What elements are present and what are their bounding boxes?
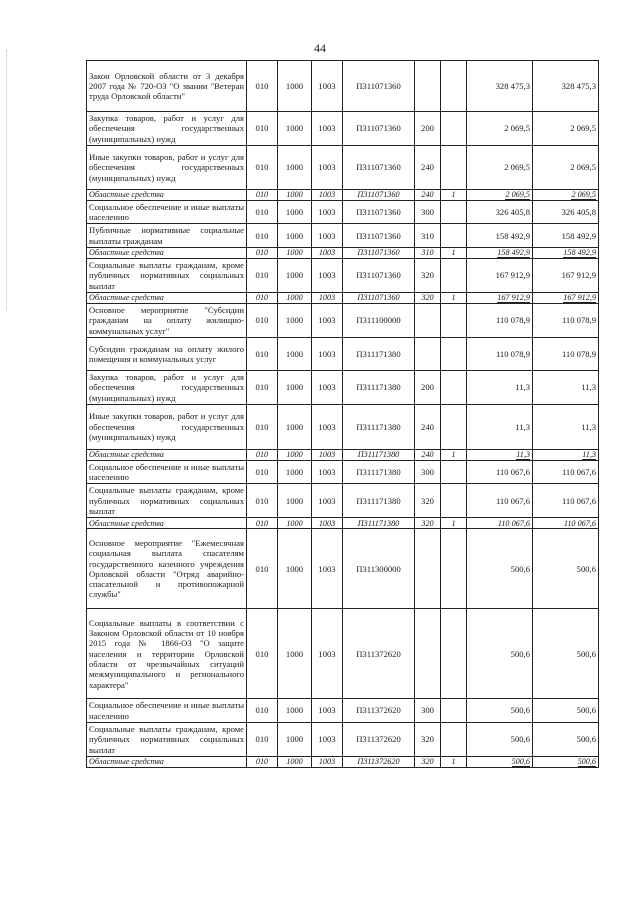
table-row: [87, 200, 599, 224]
amount-year-2: 326 405,8: [533, 200, 599, 224]
subsection-code: 1003: [312, 370, 343, 404]
table-row: [87, 61, 599, 112]
funding-source-code: 1: [441, 292, 467, 303]
row-description: Социальные выплаты гражданам, кроме публичных нормативных социальных выплат: [87, 722, 247, 756]
expense-type-code: 200: [415, 370, 441, 404]
funding-source-code: [441, 404, 467, 449]
expense-type-code: [415, 529, 441, 609]
table-row: [87, 609, 599, 699]
section-code: 1000: [278, 404, 312, 449]
subsection-code: 1003: [312, 303, 343, 337]
target-article-code: П311071360: [343, 248, 415, 259]
amount-year-2: [533, 756, 599, 767]
expense-type-code: 310: [415, 224, 441, 248]
expense-type-code: 240: [415, 145, 441, 189]
ministry-code: 010: [247, 200, 278, 224]
row-description: Иные закупки товаров, работ и услуг для обеспечения государственных (муниципальных) нужд: [87, 145, 247, 189]
amount-year-2: 500,6: [533, 699, 599, 723]
table-row: [87, 404, 599, 449]
ministry-code: 010: [247, 259, 278, 293]
ministry-code: 010: [247, 189, 278, 200]
row-description: Социальные выплаты гражданам, кроме публичных нормативных социальных выплат: [87, 259, 247, 293]
amount-year-1: 11,3: [467, 370, 533, 404]
amount-year-2: 11,3: [533, 404, 599, 449]
amount-year-2: 500,6: [533, 722, 599, 756]
table-row: [87, 224, 599, 248]
amount-year-2: 110 078,9: [533, 303, 599, 337]
expense-type-code: 240: [415, 449, 441, 460]
subsection-code: 1003: [312, 337, 343, 370]
amount-year-1: [467, 518, 533, 529]
amount-year-2: 158 492,9: [533, 224, 599, 248]
ministry-code: 010: [247, 699, 278, 723]
table-row: [87, 699, 599, 723]
expense-type-code: 320: [415, 292, 441, 303]
ministry-code: 010: [247, 484, 278, 518]
amount-year-2: 328 475,3: [533, 61, 599, 112]
subsection-code: 1003: [312, 518, 343, 529]
row-description: Закон Орловской области от 3 декабря 2007 года № 720-ОЗ "О звании "Ветеран труда Орловской области": [87, 61, 247, 112]
expense-type-code: 320: [415, 722, 441, 756]
subsection-code: 1003: [312, 529, 343, 609]
amount-year-2-value: 110 067,6: [563, 518, 596, 528]
row-description: Областные средства: [87, 248, 247, 259]
funding-source-code: 1: [441, 189, 467, 200]
margin-marks: [6, 50, 9, 310]
subsection-code: 1003: [312, 224, 343, 248]
expense-type-code: 240: [415, 189, 441, 200]
subsection-code: 1003: [312, 248, 343, 259]
amount-year-2-value: 11,3: [582, 450, 596, 460]
funding-source-code: [441, 460, 467, 484]
subsection-code: 1003: [312, 722, 343, 756]
amount-year-2: 500,6: [533, 609, 599, 699]
target-article-code: П311171380: [343, 404, 415, 449]
target-article-code: П311171380: [343, 370, 415, 404]
section-code: 1000: [278, 609, 312, 699]
ministry-code: 010: [247, 337, 278, 370]
subsection-code: 1003: [312, 259, 343, 293]
section-code: 1000: [278, 699, 312, 723]
row-description: Областные средства: [87, 189, 247, 200]
amount-year-1: 110 078,9: [467, 303, 533, 337]
section-code: 1000: [278, 224, 312, 248]
amount-year-1: [467, 292, 533, 303]
ministry-code: 010: [247, 460, 278, 484]
section-code: 1000: [278, 370, 312, 404]
amount-year-1: [467, 756, 533, 767]
section-code: 1000: [278, 484, 312, 518]
row-description: Социальное обеспечение и иные выплаты населению: [87, 699, 247, 723]
section-code: 1000: [278, 259, 312, 293]
subsection-code: 1003: [312, 404, 343, 449]
table-row-regional-funds: [87, 189, 599, 200]
expense-type-code: 240: [415, 404, 441, 449]
subsection-code: 1003: [312, 292, 343, 303]
funding-source-code: [441, 722, 467, 756]
expense-type-code: 200: [415, 112, 441, 146]
page-number: 44: [314, 41, 326, 55]
amount-year-1: 500,6: [467, 609, 533, 699]
funding-source-code: [441, 224, 467, 248]
amount-year-2: [533, 248, 599, 259]
amount-year-2: 110 067,6: [533, 484, 599, 518]
target-article-code: П311300000: [343, 529, 415, 609]
table-row: [87, 722, 599, 756]
row-description: Областные средства: [87, 449, 247, 460]
row-description: Закупка товаров, работ и услуг для обеспечения государственных (муниципальных) нужд: [87, 370, 247, 404]
section-code: 1000: [278, 292, 312, 303]
funding-source-code: [441, 61, 467, 112]
target-article-code: П311100000: [343, 303, 415, 337]
funding-source-code: [441, 112, 467, 146]
table-row-regional-funds: [87, 248, 599, 259]
amount-year-1: 2 069,5: [467, 112, 533, 146]
amount-year-2: 2 069,5: [533, 112, 599, 146]
section-code: 1000: [278, 61, 312, 112]
amount-year-1-value: 2 069,5: [505, 190, 530, 200]
section-code: 1000: [278, 112, 312, 146]
amount-year-1-value: 110 067,6: [497, 518, 530, 528]
expense-type-code: 320: [415, 518, 441, 529]
amount-year-1: 167 912,9: [467, 259, 533, 293]
amount-year-2-value: 167 912,9: [563, 293, 596, 303]
section-code: 1000: [278, 189, 312, 200]
row-description: Социальные выплаты гражданам, кроме публичных нормативных социальных выплат: [87, 484, 247, 518]
row-description: Субсидии гражданам на оплату жилого помещения и коммунальных услуг: [87, 337, 247, 370]
section-code: 1000: [278, 529, 312, 609]
subsection-code: 1003: [312, 756, 343, 767]
subsection-code: 1003: [312, 609, 343, 699]
ministry-code: 010: [247, 292, 278, 303]
amount-year-2-value: 158 492,9: [563, 248, 596, 258]
ministry-code: 010: [247, 449, 278, 460]
amount-year-2-value: 500,6: [577, 757, 596, 767]
ministry-code: 010: [247, 756, 278, 767]
amount-year-1: 158 492,9: [467, 224, 533, 248]
funding-source-code: [441, 699, 467, 723]
subsection-code: 1003: [312, 699, 343, 723]
table-row-regional-funds: [87, 449, 599, 460]
expense-type-code: 320: [415, 756, 441, 767]
target-article-code: П311171380: [343, 337, 415, 370]
section-code: 1000: [278, 145, 312, 189]
amount-year-1: 500,6: [467, 699, 533, 723]
amount-year-2: 11,3: [533, 370, 599, 404]
amount-year-1: 328 475,3: [467, 61, 533, 112]
target-article-code: П311071360: [343, 259, 415, 293]
table-row: [87, 370, 599, 404]
funding-source-code: 1: [441, 756, 467, 767]
amount-year-2: 110 078,9: [533, 337, 599, 370]
table-row: [87, 460, 599, 484]
amount-year-1: 500,6: [467, 529, 533, 609]
row-description: Закупка товаров, работ и услуг для обеспечения государственных (муниципальных) нужд: [87, 112, 247, 146]
funding-source-code: [441, 609, 467, 699]
target-article-code: П311372620: [343, 756, 415, 767]
amount-year-2-value: 2 069,5: [571, 190, 596, 200]
amount-year-2: [533, 449, 599, 460]
ministry-code: 010: [247, 370, 278, 404]
amount-year-2: [533, 292, 599, 303]
subsection-code: 1003: [312, 189, 343, 200]
ministry-code: 010: [247, 145, 278, 189]
subsection-code: 1003: [312, 145, 343, 189]
amount-year-1-value: 11,3: [516, 450, 530, 460]
row-description: Публичные нормативные социальные выплаты гражданам: [87, 224, 247, 248]
section-code: 1000: [278, 460, 312, 484]
table-row-regional-funds: [87, 518, 599, 529]
row-description: Иные закупки товаров, работ и услуг для обеспечения государственных (муниципальных) нужд: [87, 404, 247, 449]
target-article-code: П311071360: [343, 61, 415, 112]
expense-type-code: [415, 61, 441, 112]
funding-source-code: [441, 370, 467, 404]
ministry-code: 010: [247, 224, 278, 248]
target-article-code: П311071360: [343, 292, 415, 303]
table-row: [87, 337, 599, 370]
target-article-code: П311372620: [343, 609, 415, 699]
subsection-code: 1003: [312, 200, 343, 224]
amount-year-1: 110 078,9: [467, 337, 533, 370]
ministry-code: 010: [247, 303, 278, 337]
ministry-code: 010: [247, 61, 278, 112]
row-description: Основное мероприятие "Субсидии гражданам на оплату жилищно-коммунальных услуг": [87, 303, 247, 337]
expense-type-code: 320: [415, 259, 441, 293]
funding-source-code: [441, 303, 467, 337]
target-article-code: П311171380: [343, 460, 415, 484]
subsection-code: 1003: [312, 61, 343, 112]
table-row: [87, 145, 599, 189]
amount-year-1-value: 158 492,9: [497, 248, 530, 258]
amount-year-2: 2 069,5: [533, 145, 599, 189]
table-row-regional-funds: [87, 292, 599, 303]
amount-year-1: [467, 248, 533, 259]
expense-type-code: [415, 303, 441, 337]
section-code: 1000: [278, 449, 312, 460]
row-description: Социальные выплаты в соответствии с Законом Орловской области от 10 ноября 2015 года № 1866-ОЗ "О защите населения и территории Орловской области от чрезвычайных ситуаций межмуниципального и регионального характера": [87, 609, 247, 699]
table-row: [87, 259, 599, 293]
section-code: 1000: [278, 200, 312, 224]
amount-year-2: 110 067,6: [533, 460, 599, 484]
ministry-code: 010: [247, 529, 278, 609]
row-description: Основное мероприятие "Ежемесячная социальная выплата спасателям государственного казенного учреждения Орловской области "Отряд аварийно-спасательной и противопожарной службы": [87, 529, 247, 609]
table-body: [87, 61, 599, 768]
amount-year-1: 326 405,8: [467, 200, 533, 224]
row-description: Областные средства: [87, 756, 247, 767]
target-article-code: П311171380: [343, 484, 415, 518]
ministry-code: 010: [247, 248, 278, 259]
amount-year-1: 11,3: [467, 404, 533, 449]
expense-type-code: 300: [415, 200, 441, 224]
section-code: 1000: [278, 248, 312, 259]
ministry-code: 010: [247, 609, 278, 699]
expense-type-code: 300: [415, 699, 441, 723]
amount-year-1: 110 067,6: [467, 460, 533, 484]
expense-type-code: 320: [415, 484, 441, 518]
expense-type-code: 300: [415, 460, 441, 484]
target-article-code: П311071360: [343, 224, 415, 248]
target-article-code: П311372620: [343, 699, 415, 723]
amount-year-1-value: 500,6: [511, 757, 530, 767]
table-row-regional-funds: [87, 756, 599, 767]
target-article-code: П311171380: [343, 518, 415, 529]
amount-year-1: 500,6: [467, 722, 533, 756]
target-article-code: П311071360: [343, 189, 415, 200]
row-description: Областные средства: [87, 518, 247, 529]
target-article-code: П311372620: [343, 722, 415, 756]
subsection-code: 1003: [312, 449, 343, 460]
row-description: Областные средства: [87, 292, 247, 303]
target-article-code: П311071360: [343, 200, 415, 224]
row-description: Социальное обеспечение и иные выплаты населению: [87, 460, 247, 484]
amount-year-2: 167 912,9: [533, 259, 599, 293]
amount-year-1: 110 067,6: [467, 484, 533, 518]
funding-source-code: 1: [441, 449, 467, 460]
amount-year-2: [533, 189, 599, 200]
section-code: 1000: [278, 518, 312, 529]
funding-source-code: [441, 529, 467, 609]
funding-source-code: [441, 200, 467, 224]
section-code: 1000: [278, 756, 312, 767]
target-article-code: П311171380: [343, 449, 415, 460]
row-description: Социальное обеспечение и иные выплаты населению: [87, 200, 247, 224]
funding-source-code: 1: [441, 248, 467, 259]
amount-year-2: [533, 518, 599, 529]
expense-type-code: 310: [415, 248, 441, 259]
target-article-code: П311071360: [343, 112, 415, 146]
amount-year-1-value: 167 912,9: [497, 293, 530, 303]
section-code: 1000: [278, 303, 312, 337]
budget-table: [86, 60, 599, 768]
subsection-code: 1003: [312, 460, 343, 484]
subsection-code: 1003: [312, 484, 343, 518]
ministry-code: 010: [247, 518, 278, 529]
amount-year-2: 500,6: [533, 529, 599, 609]
funding-source-code: [441, 145, 467, 189]
expense-type-code: [415, 337, 441, 370]
amount-year-1: [467, 189, 533, 200]
expense-type-code: [415, 609, 441, 699]
table-row: [87, 529, 599, 609]
target-article-code: П311071360: [343, 145, 415, 189]
ministry-code: 010: [247, 404, 278, 449]
funding-source-code: [441, 259, 467, 293]
section-code: 1000: [278, 337, 312, 370]
table-row: [87, 484, 599, 518]
funding-source-code: 1: [441, 518, 467, 529]
ministry-code: 010: [247, 112, 278, 146]
funding-source-code: [441, 484, 467, 518]
table-row: [87, 112, 599, 146]
subsection-code: 1003: [312, 112, 343, 146]
ministry-code: 010: [247, 722, 278, 756]
funding-source-code: [441, 337, 467, 370]
table-row: [87, 303, 599, 337]
amount-year-1: 2 069,5: [467, 145, 533, 189]
section-code: 1000: [278, 722, 312, 756]
amount-year-1: [467, 449, 533, 460]
